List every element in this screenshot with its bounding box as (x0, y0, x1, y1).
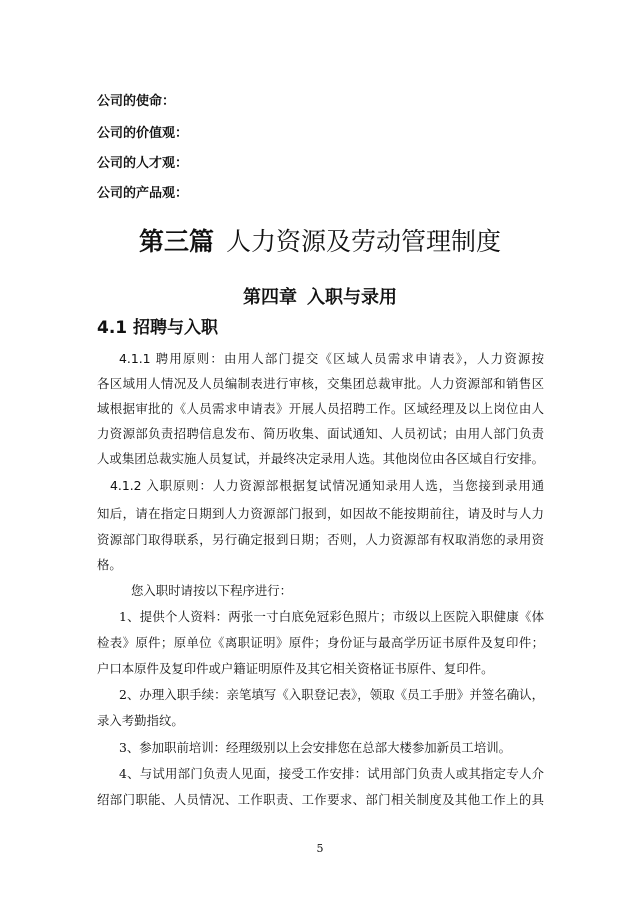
chapter-title (0, 286, 640, 310)
paragraph-line: 域根据审批的《人员需求申请表》开展人员招聘工作。区域经理及以上岗位由人 (97, 401, 544, 416)
chapter-name: 入职与录用 (307, 287, 397, 308)
clause-text: ：人力资源部根据复试情况通知录用人选，当您接到录用通 (199, 478, 545, 493)
paragraph-line: 知后，请在指定日期到人力资源部门报到，如因故不能按期前往，请及时与人力 (97, 506, 544, 521)
clause-text: ：由用人部门提交《区域人员需求申请表》，人力资源按 (210, 351, 544, 366)
part-title (0, 226, 640, 258)
paragraph-line: 资源部门取得联系，另行确定报到日期；否则，人力资源部有权取消您的录用资 (97, 532, 544, 547)
mission-question: 公司的使命： (97, 94, 176, 109)
clause-4-1-1-line (119, 351, 544, 367)
paragraph-line: 各区域用人情况及人员编制表进行审核，交集团总裁审批。人力资源部和销售区 (97, 376, 544, 391)
paragraph-line: 绍部门职能、人员情况、工作职责、工作要求、部门相关制度及其他工作上的具 (97, 792, 544, 807)
paragraph-line: 力资源部负责招聘信息发布、简历收集、面试通知、人员初试；由用人部门负责 (97, 426, 544, 441)
section-title: 4.1 招聘与入职 (97, 318, 219, 338)
paragraph-line: 录入考勤指纹。 (97, 713, 184, 728)
clause-number: 4.1.1 (119, 351, 151, 366)
paragraph-line: 户口本原件及复印件或户籍证明原件及其它相关资格证书原件、复印件。 (97, 661, 494, 676)
step-3-line: 3、参加职前培训：经理级别以上会安排您在总部大楼参加新员工培训。 (119, 740, 511, 755)
page-number: 5 (316, 842, 324, 855)
procedure-intro: 您入职时请按以下程序进行： (131, 583, 293, 598)
part-name: 人力资源及劳动管理制度 (226, 227, 502, 256)
product-question: 公司的产品观： (97, 186, 189, 201)
clause-number: 4.1.2 (110, 478, 142, 493)
paragraph-line: 检表》原件；原单位《离职证明》原件；身份证与最高学历证书原件及复印件； (97, 635, 544, 650)
values-question: 公司的价值观： (97, 126, 189, 141)
clause-4-1-2-line (110, 478, 544, 494)
step-2-line: 2、办理入职手续：亲笔填写《入职登记表》，领取《员工手册》并签名确认， (119, 687, 544, 702)
paragraph-line: 格。 (97, 557, 122, 572)
clause-term: 入职原则 (146, 478, 200, 493)
chapter-number: 第四章 (243, 287, 297, 308)
step-1-line: 1、提供个人资料：两张一寸白底免冠彩色照片；市级以上医院入职健康《体 (119, 609, 544, 624)
paragraph-line: 人或集团总裁实施人员复试，并最终决定录用人选。其他岗位由各区域自行安排。 (97, 451, 544, 466)
step-4-line: 4、与试用部门负责人见面，接受工作安排：试用部门负责人或其指定专人介 (119, 766, 544, 781)
part-number: 第三篇 (138, 227, 214, 256)
clause-term: 聘用原则 (155, 351, 211, 366)
talent-question: 公司的人才观： (97, 156, 189, 171)
